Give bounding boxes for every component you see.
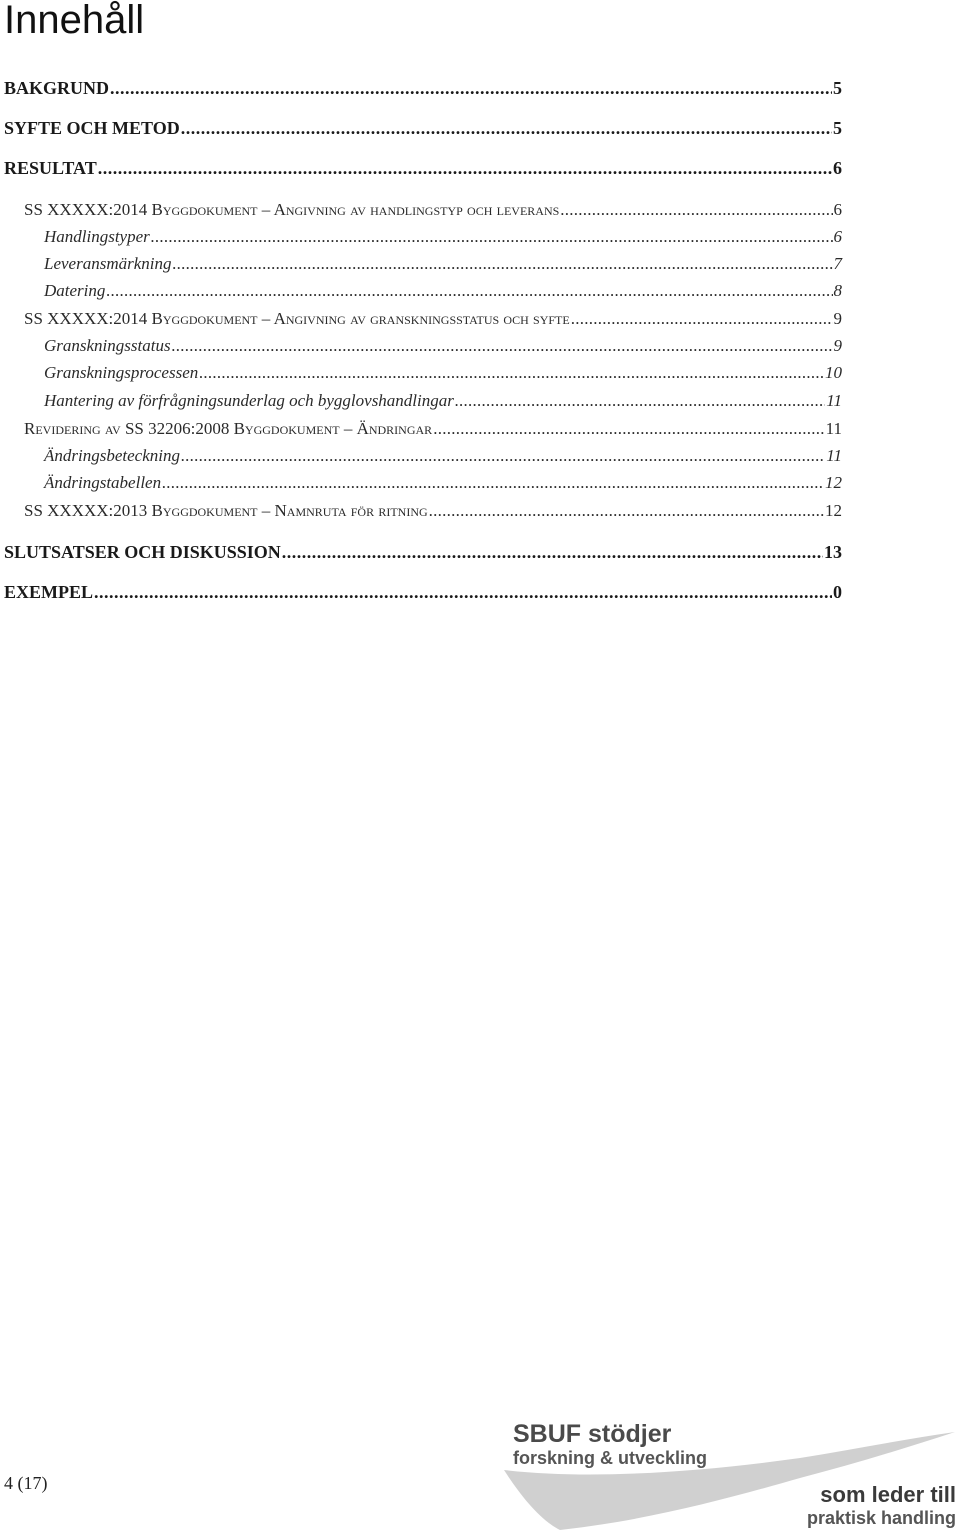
toc-entry-datering[interactable] [44,281,842,305]
toc-leader-dots [151,227,833,247]
logo-text-praktisk: praktisk handling [806,1508,956,1528]
toc-entry-label: SS XXXXX:2014 Byggdokument – Angivning av handlingstyp och leverans [24,200,560,219]
toc-entry-label: Granskningsstatus [44,336,171,355]
toc-entry-label: SS XXXXX:2013 Byggdokument – Namnruta för ritning [24,501,428,520]
toc-entry-label: Ändringsbeteckning [44,446,180,465]
toc-page-number: 11 [826,446,842,465]
toc-entry-label: Handlingstyper [44,227,150,246]
toc-leader-dots [172,336,833,356]
toc-entry-label: EXEMPEL [4,582,94,602]
toc-entry-label: Hantering av förfrågningsunderlag och bygglovshandlingar [44,391,454,410]
sbuf-logo [500,1410,960,1535]
toc-leader-dots [181,446,825,466]
toc-entry-granskningsstatus-och-syfte[interactable] [24,309,842,333]
toc-page-number: 10 [825,363,842,382]
toc-page-number: 9 [833,336,842,355]
toc-leader-dots [429,501,824,521]
toc-leader-dots [110,78,832,99]
toc-leader-dots [433,419,824,439]
logo-text-som-leder: som leder till [820,1482,956,1507]
toc-entry-slutsatser[interactable] [4,542,842,566]
toc-entry-label: Ändringstabellen [44,473,162,492]
toc-entry-namnruta[interactable] [24,501,842,525]
toc-entry-label: SYFTE OCH METOD [4,118,180,138]
toc-entry-revidering[interactable] [24,419,842,443]
toc-entry-granskningsprocessen[interactable] [44,363,842,387]
toc-entry-granskningsstatus[interactable] [44,336,842,360]
toc-page-number: 12 [825,473,842,492]
toc-entry-bakgrund[interactable] [4,78,842,102]
toc-page-number: 7 [833,254,842,273]
toc-page-number: 11 [825,419,842,438]
toc-entry-label: Leveransmärkning [44,254,172,273]
toc-page-number: 8 [833,281,842,300]
toc-leader-dots [98,158,832,179]
toc-page-number: 6 [833,227,842,246]
page-title: Innehåll [4,0,145,42]
toc-entry-exempel[interactable] [4,582,842,606]
toc-page-number: 6 [833,158,842,178]
toc-leader-dots [199,363,824,383]
toc-leader-dots [106,281,832,301]
toc-leader-dots [94,582,832,603]
toc-leader-dots [181,118,832,139]
toc-leader-dots [571,309,833,329]
toc-entry-forfragningsunderlag[interactable] [44,391,842,415]
toc-entry-andringsbeteckning[interactable] [44,446,842,470]
toc-entry-label: Granskningsprocessen [44,363,199,382]
toc-leader-dots [172,254,832,274]
toc-leader-dots [560,200,832,220]
toc-entry-label: Revidering av SS 32206:2008 Byggdokument – Ändringar [24,419,433,438]
toc-entry-label: SLUTSATSER OCH DISKUSSION [4,542,281,562]
toc-entry-label: SS XXXXX:2014 Byggdokument – Angivning av granskningsstatus och syfte [24,309,570,328]
toc-page-number: 0 [833,582,842,602]
toc-page-number: 12 [825,501,842,520]
toc-entry-resultat[interactable] [4,158,842,182]
toc-entry-syfte-och-metod[interactable] [4,118,842,142]
toc-page-number: 11 [826,391,842,410]
toc-leader-dots [282,542,823,563]
toc-page-number: 9 [833,309,842,328]
logo-text-sbuf: SBUF stödjer [513,1420,672,1448]
toc-leader-dots [162,473,824,493]
toc-entry-leveransmarkning[interactable] [44,254,842,278]
toc-entry-label: Datering [44,281,106,300]
logo-text-forskning: forskning & utveckling [513,1448,708,1468]
toc-page-number: 6 [833,200,842,219]
toc-entry-handlingstyper[interactable] [44,227,842,251]
toc-leader-dots [455,391,825,411]
toc-page-number: 5 [833,118,842,138]
toc-page-number: 13 [824,542,842,562]
toc-entry-label: RESULTAT [4,158,97,178]
toc-page-number: 5 [833,78,842,98]
toc-entry-andringstabellen[interactable] [44,473,842,497]
footer-page-number: 4 (17) [4,1473,48,1493]
toc-entry-handlingstyp-och-leverans[interactable] [24,200,842,224]
toc-entry-label: BAKGRUND [4,78,110,98]
